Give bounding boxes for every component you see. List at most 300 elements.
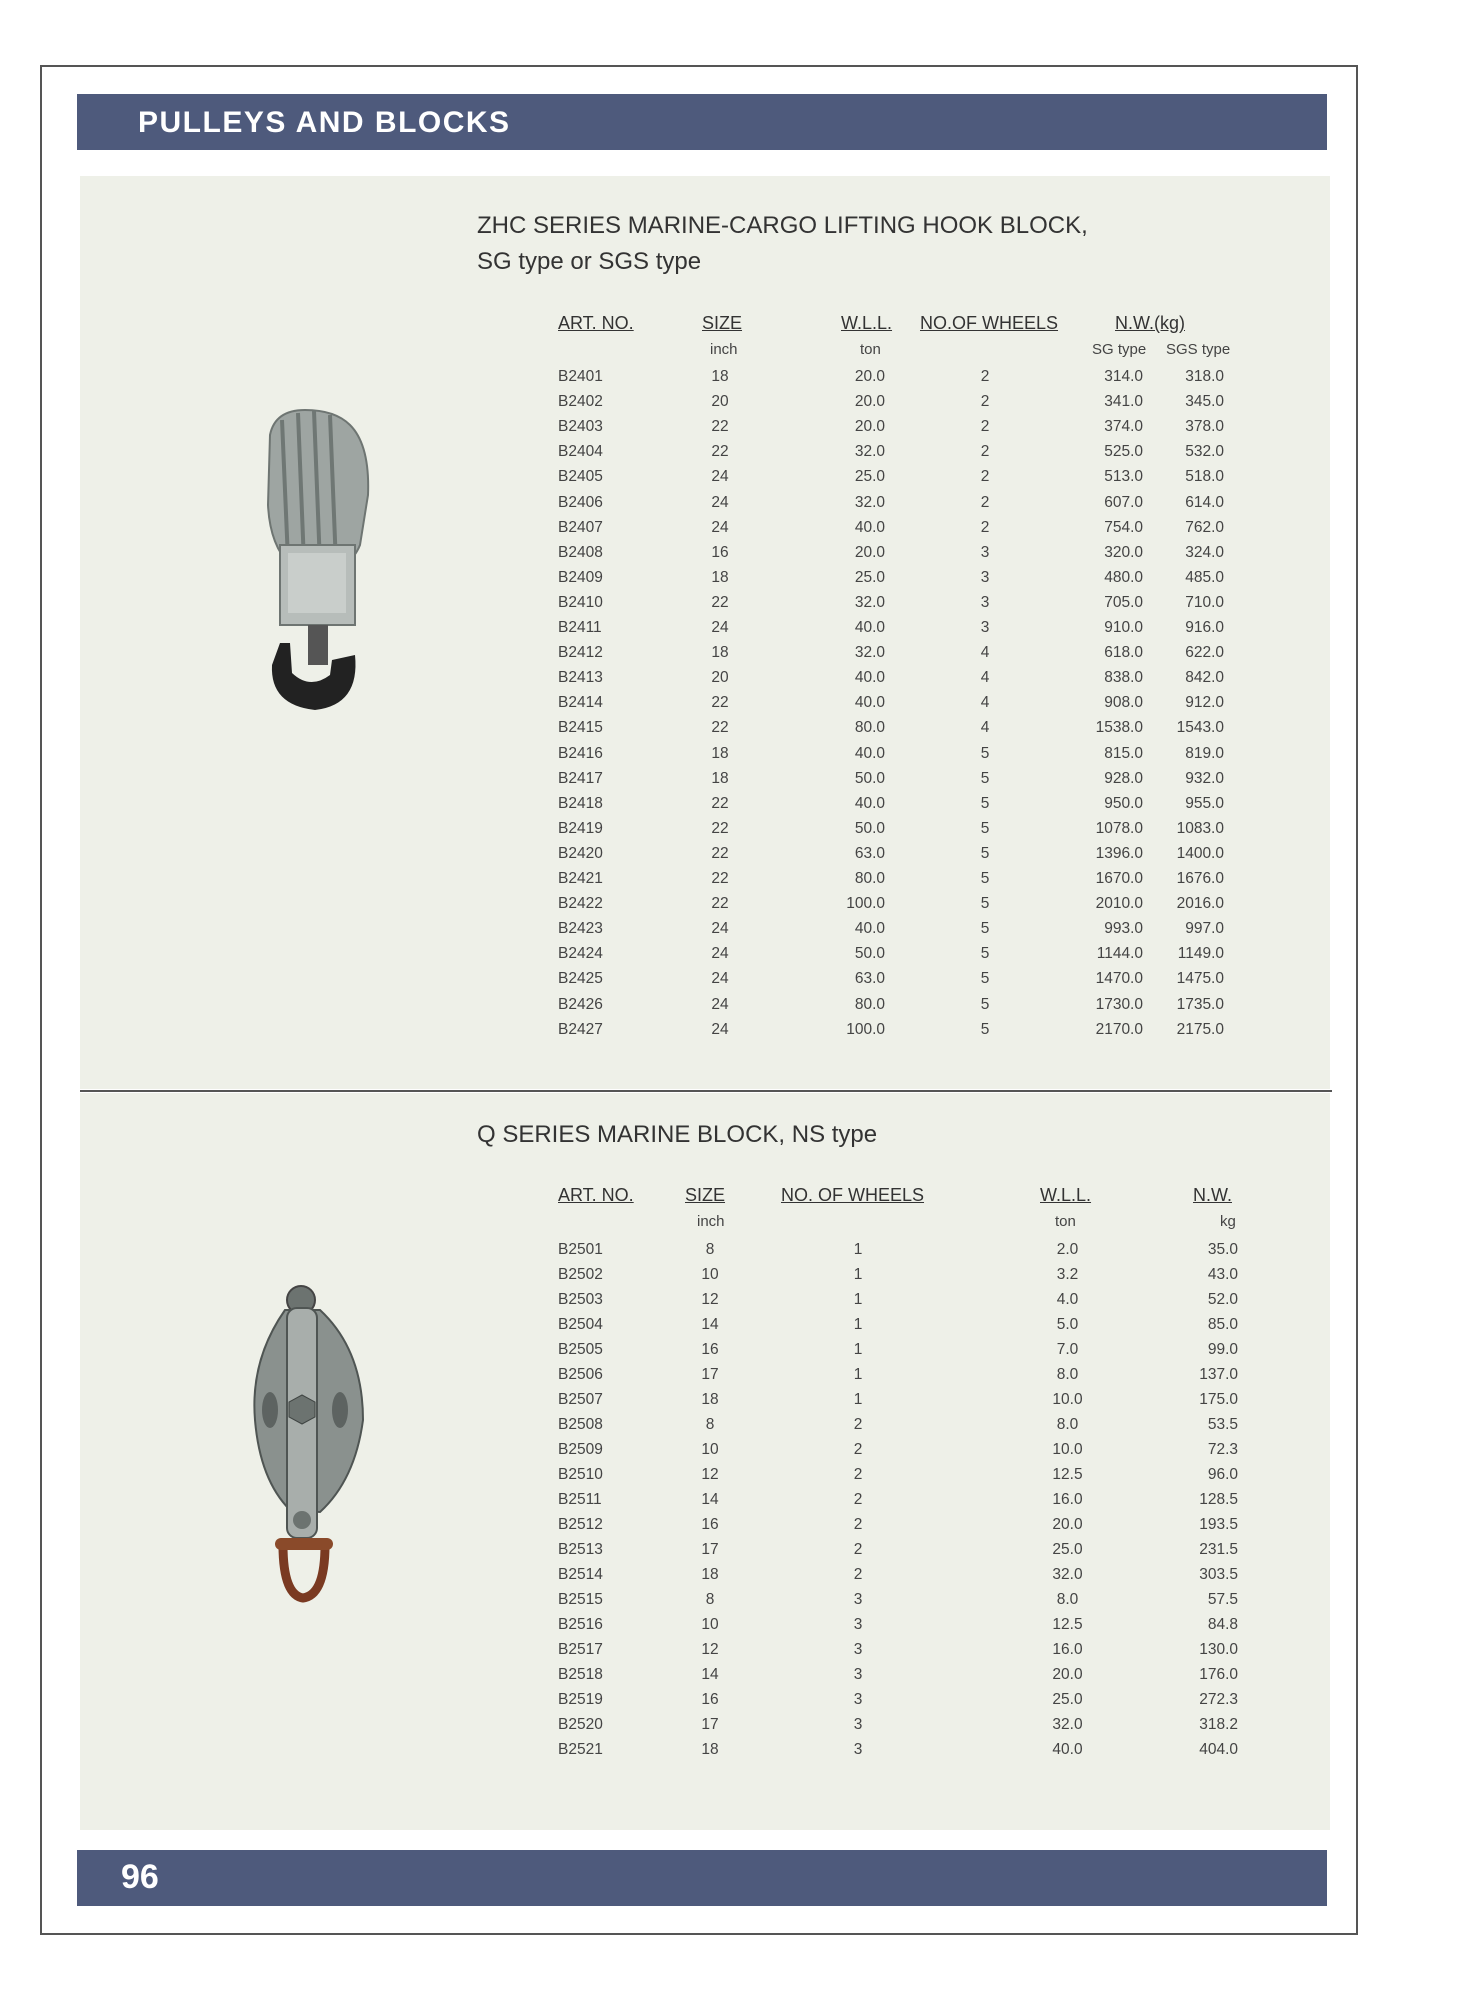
zhc-cell-wheels: 5 xyxy=(980,995,990,1013)
zhc-cell-wheels: 5 xyxy=(980,744,990,762)
zhc-table-row xyxy=(0,443,1459,468)
q-cell-art-no: B2502 xyxy=(558,1266,603,1283)
q-cell-wll: 32.0 xyxy=(1052,1716,1083,1733)
q-cell-size: 17 xyxy=(701,1366,719,1383)
q-cell-nw: 137.0 xyxy=(1199,1366,1238,1383)
q-cell-wheels: 2 xyxy=(853,1416,863,1433)
zhc-cell-wheels: 5 xyxy=(980,870,990,887)
q-cell-size: 12 xyxy=(701,1641,719,1658)
q-table-row xyxy=(0,1741,1459,1766)
zhc-table-row xyxy=(0,694,1459,719)
zhc-cell-sgs: 614.0 xyxy=(1185,493,1224,511)
zhc-cell-sg: 754.0 xyxy=(1104,518,1143,536)
q-table-row xyxy=(0,1266,1459,1291)
zhc-cell-sg: 1396.0 xyxy=(1095,844,1143,862)
q-cell-wheels: 1 xyxy=(853,1341,863,1358)
q-cell-art-no: B2514 xyxy=(558,1566,603,1583)
q-cell-nw: 272.3 xyxy=(1199,1691,1238,1708)
q-table-row xyxy=(0,1316,1459,1341)
zhc-cell-art-no: B2410 xyxy=(558,593,603,611)
zhc-title-line2: SG type or SGS type xyxy=(477,248,702,275)
q-cell-nw: 35.0 xyxy=(1207,1241,1238,1258)
q-cell-nw: 57.5 xyxy=(1207,1591,1238,1608)
zhc-cell-size: 22 xyxy=(711,844,729,862)
zhc-table-row xyxy=(0,619,1459,644)
zhc-cell-wheels: 5 xyxy=(980,945,990,963)
zhc-unit-sg: SG type xyxy=(1092,341,1147,358)
zhc-header-wheels: NO.OF WHEELS xyxy=(920,313,1059,333)
zhc-cell-sgs: 622.0 xyxy=(1185,644,1224,662)
zhc-cell-sg: 607.0 xyxy=(1104,493,1143,511)
zhc-cell-wheels: 4 xyxy=(980,719,990,737)
q-cell-wll: 25.0 xyxy=(1052,1691,1083,1708)
q-cell-nw: 128.5 xyxy=(1199,1491,1238,1508)
zhc-cell-sg: 2010.0 xyxy=(1095,895,1143,913)
zhc-cell-art-no: B2416 xyxy=(558,744,603,762)
zhc-cell-art-no: B2424 xyxy=(558,945,603,963)
q-cell-wheels: 1 xyxy=(853,1241,863,1258)
zhc-table-row xyxy=(0,820,1459,845)
zhc-unit-sgs: SGS type xyxy=(1166,341,1231,358)
zhc-cell-sgs: 1083.0 xyxy=(1176,819,1224,837)
q-table-row xyxy=(0,1591,1459,1616)
zhc-table-row xyxy=(0,945,1459,970)
zhc-cell-art-no: B2403 xyxy=(558,418,603,436)
q-cell-size: 16 xyxy=(701,1691,719,1708)
q-table-row xyxy=(0,1441,1459,1466)
q-cell-wll: 12.5 xyxy=(1052,1616,1083,1633)
zhc-cell-wll: 32.0 xyxy=(854,593,885,611)
zhc-table-row xyxy=(0,544,1459,569)
q-cell-size: 16 xyxy=(701,1341,719,1358)
q-cell-size: 18 xyxy=(701,1741,719,1758)
zhc-cell-wll: 32.0 xyxy=(854,644,885,662)
zhc-cell-wll: 80.0 xyxy=(854,995,885,1013)
zhc-cell-wll: 80.0 xyxy=(854,719,885,737)
q-unit-size: inch xyxy=(697,1213,725,1230)
zhc-table-row xyxy=(0,895,1459,920)
q-cell-wll: 8.0 xyxy=(1056,1591,1079,1608)
q-table-row xyxy=(0,1516,1459,1541)
q-cell-art-no: B2519 xyxy=(558,1691,603,1708)
zhc-cell-wll: 40.0 xyxy=(854,619,885,636)
zhc-cell-sgs: 997.0 xyxy=(1185,920,1224,938)
q-cell-wheels: 2 xyxy=(853,1491,863,1508)
zhc-cell-sg: 374.0 xyxy=(1104,418,1143,436)
zhc-cell-size: 24 xyxy=(711,970,729,988)
zhc-table-row xyxy=(0,745,1459,770)
q-cell-wll: 16.0 xyxy=(1052,1491,1083,1508)
zhc-cell-art-no: B2417 xyxy=(558,769,603,787)
q-cell-wll: 5.0 xyxy=(1056,1316,1079,1333)
zhc-cell-wheels: 2 xyxy=(980,468,990,486)
zhc-cell-size: 24 xyxy=(711,945,729,963)
zhc-cell-wheels: 4 xyxy=(980,669,990,687)
q-cell-wheels: 2 xyxy=(853,1516,863,1533)
zhc-cell-wll: 63.0 xyxy=(854,970,885,988)
q-cell-nw: 175.0 xyxy=(1199,1391,1238,1408)
q-cell-art-no: B2509 xyxy=(558,1441,603,1458)
zhc-cell-wll: 80.0 xyxy=(854,870,885,887)
zhc-cell-wheels: 3 xyxy=(980,593,990,611)
zhc-cell-sg: 1144.0 xyxy=(1096,945,1143,963)
zhc-cell-wll: 50.0 xyxy=(854,819,885,837)
zhc-cell-size: 24 xyxy=(711,518,729,536)
q-table-row xyxy=(0,1416,1459,1441)
q-cell-size: 8 xyxy=(705,1416,715,1433)
zhc-cell-wll: 20.0 xyxy=(854,418,885,436)
zhc-cell-wheels: 3 xyxy=(980,543,990,561)
zhc-cell-wheels: 5 xyxy=(980,844,990,862)
zhc-cell-wll: 40.0 xyxy=(854,694,885,712)
zhc-cell-sgs: 916.0 xyxy=(1185,619,1224,636)
zhc-cell-sg: 1078.0 xyxy=(1095,819,1143,837)
zhc-cell-size: 18 xyxy=(711,644,729,662)
q-cell-wheels: 2 xyxy=(853,1466,863,1483)
q-cell-wheels: 3 xyxy=(853,1591,863,1608)
zhc-cell-art-no: B2401 xyxy=(558,368,603,385)
q-cell-art-no: B2516 xyxy=(558,1616,603,1633)
zhc-header-art-no: ART. NO. xyxy=(558,313,634,333)
zhc-cell-wheels: 2 xyxy=(980,493,990,511)
zhc-table-row xyxy=(0,970,1459,995)
q-cell-nw: 72.3 xyxy=(1207,1441,1238,1458)
q-cell-size: 18 xyxy=(701,1391,719,1408)
q-cell-art-no: B2506 xyxy=(558,1366,603,1383)
q-cell-wheels: 2 xyxy=(853,1541,863,1558)
q-cell-wll: 12.5 xyxy=(1052,1466,1083,1483)
q-table-row xyxy=(0,1541,1459,1566)
q-cell-nw: 53.5 xyxy=(1207,1416,1238,1433)
zhc-table-row xyxy=(0,368,1459,393)
zhc-cell-art-no: B2412 xyxy=(558,644,603,662)
q-cell-wll: 32.0 xyxy=(1052,1566,1083,1583)
zhc-table-row xyxy=(0,418,1459,443)
q-header-wll: W.L.L. xyxy=(1040,1185,1092,1205)
q-table-row xyxy=(0,1716,1459,1741)
q-cell-art-no: B2521 xyxy=(558,1741,603,1758)
zhc-unit-wll: ton xyxy=(860,341,881,358)
zhc-cell-sg: 1670.0 xyxy=(1095,870,1143,887)
zhc-cell-wll: 40.0 xyxy=(854,794,885,812)
zhc-cell-art-no: B2419 xyxy=(558,819,603,837)
zhc-cell-wll: 20.0 xyxy=(854,543,885,561)
header-bar xyxy=(77,94,1327,150)
zhc-cell-art-no: B2404 xyxy=(558,443,603,461)
q-cell-size: 10 xyxy=(701,1266,719,1283)
zhc-table-row xyxy=(0,569,1459,594)
zhc-cell-wheels: 5 xyxy=(980,769,990,787)
zhc-cell-sgs: 518.0 xyxy=(1185,468,1224,486)
q-cell-nw: 99.0 xyxy=(1207,1341,1238,1358)
zhc-cell-sgs: 2175.0 xyxy=(1176,1020,1224,1038)
q-cell-art-no: B2513 xyxy=(558,1541,603,1558)
zhc-table-row xyxy=(0,393,1459,418)
q-table-row xyxy=(0,1491,1459,1516)
zhc-cell-art-no: B2421 xyxy=(558,870,603,887)
q-cell-wheels: 3 xyxy=(853,1641,863,1658)
zhc-cell-art-no: B2409 xyxy=(558,568,603,586)
q-cell-nw: 303.5 xyxy=(1199,1566,1238,1583)
zhc-cell-sg: 928.0 xyxy=(1104,769,1143,787)
q-header-size: SIZE xyxy=(685,1185,726,1205)
q-cell-wll: 16.0 xyxy=(1052,1641,1083,1658)
q-cell-wll: 7.0 xyxy=(1056,1341,1079,1358)
q-cell-wheels: 2 xyxy=(853,1441,863,1458)
zhc-cell-art-no: B2426 xyxy=(558,995,603,1013)
q-cell-art-no: B2505 xyxy=(558,1341,603,1358)
zhc-cell-sgs: 532.0 xyxy=(1185,443,1224,461)
zhc-cell-wheels: 4 xyxy=(980,694,990,712)
q-table-row xyxy=(0,1466,1459,1491)
zhc-cell-size: 22 xyxy=(711,443,729,461)
zhc-cell-sg: 320.0 xyxy=(1104,543,1143,561)
q-title: Q SERIES MARINE BLOCK, NS type xyxy=(477,1121,878,1148)
zhc-cell-sgs: 1149.0 xyxy=(1177,945,1224,963)
zhc-cell-size: 22 xyxy=(711,819,729,837)
zhc-cell-sg: 815.0 xyxy=(1104,744,1143,762)
zhc-cell-size: 24 xyxy=(711,1020,729,1038)
q-cell-size: 16 xyxy=(701,1516,719,1533)
q-unit-wll: ton xyxy=(1055,1213,1076,1230)
zhc-cell-wheels: 5 xyxy=(980,895,990,913)
q-cell-wheels: 1 xyxy=(853,1316,863,1333)
zhc-cell-sgs: 762.0 xyxy=(1185,518,1224,536)
zhc-cell-sgs: 932.0 xyxy=(1185,769,1224,787)
q-cell-size: 18 xyxy=(701,1566,719,1583)
q-cell-art-no: B2515 xyxy=(558,1591,603,1608)
zhc-table-row xyxy=(0,920,1459,945)
zhc-table-row xyxy=(0,845,1459,870)
zhc-cell-sgs: 2016.0 xyxy=(1176,895,1224,913)
q-cell-art-no: B2510 xyxy=(558,1466,603,1483)
zhc-cell-sgs: 912.0 xyxy=(1185,694,1224,712)
zhc-cell-art-no: B2423 xyxy=(558,920,603,938)
q-cell-wheels: 1 xyxy=(853,1291,863,1308)
q-cell-wll: 8.0 xyxy=(1056,1366,1079,1383)
zhc-header-size: SIZE xyxy=(702,313,743,333)
q-table-row xyxy=(0,1241,1459,1266)
q-table-row xyxy=(0,1691,1459,1716)
zhc-cell-size: 24 xyxy=(711,619,729,636)
q-cell-wheels: 3 xyxy=(853,1666,863,1683)
zhc-cell-wll: 50.0 xyxy=(854,769,885,787)
zhc-cell-wll: 63.0 xyxy=(854,844,885,862)
q-cell-wll: 20.0 xyxy=(1052,1666,1083,1683)
q-cell-nw: 52.0 xyxy=(1207,1291,1238,1308)
zhc-cell-sg: 1730.0 xyxy=(1095,995,1143,1013)
zhc-table-row xyxy=(0,494,1459,519)
q-cell-size: 10 xyxy=(701,1616,719,1633)
q-cell-size: 14 xyxy=(701,1316,719,1333)
zhc-table-row xyxy=(0,996,1459,1021)
zhc-cell-size: 16 xyxy=(711,543,729,561)
zhc-title-line1: ZHC SERIES MARINE-CARGO LIFTING HOOK BLOCK, xyxy=(477,212,1088,239)
q-cell-nw: 85.0 xyxy=(1207,1316,1238,1333)
zhc-cell-sg: 2170.0 xyxy=(1095,1020,1143,1038)
zhc-table-row xyxy=(0,669,1459,694)
zhc-cell-size: 22 xyxy=(711,895,729,913)
zhc-cell-sg: 525.0 xyxy=(1104,443,1143,461)
zhc-cell-size: 24 xyxy=(711,468,729,486)
q-cell-nw: 96.0 xyxy=(1207,1466,1238,1483)
q-cell-art-no: B2501 xyxy=(558,1241,603,1258)
zhc-cell-sgs: 485.0 xyxy=(1185,568,1224,586)
zhc-cell-size: 18 xyxy=(711,568,729,586)
q-cell-nw: 176.0 xyxy=(1199,1666,1238,1683)
q-cell-size: 12 xyxy=(701,1291,719,1308)
zhc-cell-size: 24 xyxy=(711,995,729,1013)
zhc-cell-size: 22 xyxy=(711,870,729,887)
zhc-cell-wheels: 2 xyxy=(980,368,990,385)
q-cell-art-no: B2520 xyxy=(558,1716,603,1733)
zhc-cell-sg: 618.0 xyxy=(1104,644,1143,662)
zhc-table-row xyxy=(0,468,1459,493)
q-cell-nw: 231.5 xyxy=(1199,1541,1238,1558)
zhc-cell-wheels: 2 xyxy=(980,518,990,536)
zhc-cell-sgs: 819.0 xyxy=(1185,744,1224,762)
zhc-cell-art-no: B2418 xyxy=(558,794,603,812)
zhc-cell-wheels: 5 xyxy=(980,1020,990,1038)
zhc-header-wll: W.L.L. xyxy=(841,313,893,333)
q-cell-nw: 84.8 xyxy=(1207,1616,1238,1633)
zhc-cell-art-no: B2402 xyxy=(558,393,603,411)
q-cell-wheels: 3 xyxy=(853,1691,863,1708)
zhc-table-row xyxy=(0,1021,1459,1046)
q-cell-size: 8 xyxy=(705,1241,715,1258)
q-cell-wll: 2.0 xyxy=(1056,1241,1079,1258)
zhc-cell-sgs: 1676.0 xyxy=(1176,870,1224,887)
zhc-table-row xyxy=(0,719,1459,744)
q-cell-art-no: B2517 xyxy=(558,1641,603,1658)
zhc-cell-art-no: B2425 xyxy=(558,970,603,988)
zhc-cell-size: 22 xyxy=(711,694,729,712)
zhc-cell-wll: 100.0 xyxy=(846,895,885,913)
zhc-cell-size: 24 xyxy=(711,920,729,938)
q-cell-wll: 3.2 xyxy=(1056,1266,1079,1283)
q-cell-size: 17 xyxy=(701,1541,719,1558)
q-cell-wheels: 1 xyxy=(853,1266,863,1283)
q-cell-wheels: 3 xyxy=(853,1616,863,1633)
zhc-cell-wll: 25.0 xyxy=(854,468,885,486)
zhc-cell-sg: 908.0 xyxy=(1104,694,1143,712)
zhc-cell-size: 24 xyxy=(711,493,729,511)
zhc-cell-sg: 838.0 xyxy=(1104,669,1143,687)
q-table-row xyxy=(0,1366,1459,1391)
zhc-cell-sgs: 1400.0 xyxy=(1176,844,1224,862)
zhc-cell-sgs: 378.0 xyxy=(1185,418,1224,436)
zhc-cell-art-no: B2422 xyxy=(558,895,603,913)
zhc-table-row xyxy=(0,594,1459,619)
q-cell-wheels: 1 xyxy=(853,1366,863,1383)
zhc-cell-sg: 480.0 xyxy=(1104,568,1143,586)
q-cell-wll: 10.0 xyxy=(1052,1441,1083,1458)
zhc-cell-wheels: 3 xyxy=(980,619,990,636)
zhc-cell-sgs: 345.0 xyxy=(1185,393,1224,411)
zhc-cell-sg: 910.0 xyxy=(1104,619,1143,636)
zhc-cell-sgs: 1475.0 xyxy=(1176,970,1224,988)
zhc-cell-art-no: B2414 xyxy=(558,694,603,712)
q-cell-size: 14 xyxy=(701,1491,719,1508)
zhc-cell-size: 22 xyxy=(711,719,729,737)
q-cell-size: 12 xyxy=(701,1466,719,1483)
q-cell-wheels: 3 xyxy=(853,1716,863,1733)
zhc-cell-art-no: B2427 xyxy=(558,1020,603,1038)
zhc-cell-size: 22 xyxy=(711,593,729,611)
q-table-row xyxy=(0,1341,1459,1366)
q-cell-wheels: 3 xyxy=(853,1741,863,1758)
footer-bar xyxy=(77,1850,1327,1906)
q-cell-art-no: B2507 xyxy=(558,1391,603,1408)
zhc-cell-sgs: 955.0 xyxy=(1185,794,1224,812)
zhc-cell-art-no: B2411 xyxy=(558,619,602,636)
zhc-cell-sg: 950.0 xyxy=(1104,794,1143,812)
zhc-cell-wll: 20.0 xyxy=(854,393,885,411)
section-divider xyxy=(80,1090,1332,1092)
q-unit-nw: kg xyxy=(1220,1213,1236,1230)
q-table-row xyxy=(0,1616,1459,1641)
zhc-cell-size: 18 xyxy=(711,744,729,762)
zhc-cell-sgs: 318.0 xyxy=(1185,368,1224,385)
zhc-cell-wll: 20.0 xyxy=(854,368,885,385)
zhc-table-row xyxy=(0,770,1459,795)
zhc-table-row xyxy=(0,795,1459,820)
q-cell-wll: 10.0 xyxy=(1052,1391,1083,1408)
q-cell-wll: 20.0 xyxy=(1052,1516,1083,1533)
q-cell-size: 14 xyxy=(701,1666,719,1683)
q-table-row xyxy=(0,1666,1459,1691)
q-cell-nw: 130.0 xyxy=(1199,1641,1238,1658)
q-table-row xyxy=(0,1641,1459,1666)
q-cell-wll: 40.0 xyxy=(1052,1741,1083,1758)
q-cell-size: 17 xyxy=(701,1716,719,1733)
q-cell-wheels: 2 xyxy=(853,1566,863,1583)
zhc-cell-wll: 40.0 xyxy=(854,518,885,536)
zhc-cell-wll: 25.0 xyxy=(854,568,885,586)
zhc-cell-sg: 1538.0 xyxy=(1095,719,1143,737)
zhc-cell-wll: 100.0 xyxy=(846,1020,885,1038)
zhc-cell-art-no: B2406 xyxy=(558,493,603,511)
zhc-cell-wheels: 4 xyxy=(980,644,990,662)
zhc-cell-sg: 1470.0 xyxy=(1095,970,1143,988)
zhc-cell-art-no: B2415 xyxy=(558,719,603,737)
q-cell-nw: 318.2 xyxy=(1199,1716,1238,1733)
zhc-table-row xyxy=(0,870,1459,895)
q-cell-nw: 43.0 xyxy=(1207,1266,1238,1283)
zhc-cell-size: 18 xyxy=(711,769,729,787)
zhc-cell-wheels: 5 xyxy=(980,970,990,988)
zhc-cell-art-no: B2407 xyxy=(558,518,603,536)
q-table-row xyxy=(0,1391,1459,1416)
zhc-table-row xyxy=(0,644,1459,669)
q-cell-nw: 404.0 xyxy=(1199,1741,1238,1758)
zhc-cell-wll: 40.0 xyxy=(854,744,885,762)
q-cell-art-no: B2504 xyxy=(558,1316,603,1333)
zhc-cell-sgs: 324.0 xyxy=(1185,543,1224,561)
zhc-cell-art-no: B2408 xyxy=(558,543,603,561)
zhc-cell-art-no: B2420 xyxy=(558,844,603,862)
zhc-cell-wll: 32.0 xyxy=(854,443,885,461)
q-cell-size: 8 xyxy=(705,1591,715,1608)
q-cell-art-no: B2511 xyxy=(558,1491,602,1508)
zhc-cell-wll: 32.0 xyxy=(854,493,885,511)
zhc-cell-wheels: 5 xyxy=(980,794,990,812)
q-header-wheels: NO. OF WHEELS xyxy=(781,1185,925,1205)
q-header-nw: N.W. xyxy=(1193,1185,1232,1205)
zhc-cell-wheels: 5 xyxy=(980,920,990,938)
q-cell-wll: 8.0 xyxy=(1056,1416,1079,1433)
q-cell-art-no: B2518 xyxy=(558,1666,603,1683)
